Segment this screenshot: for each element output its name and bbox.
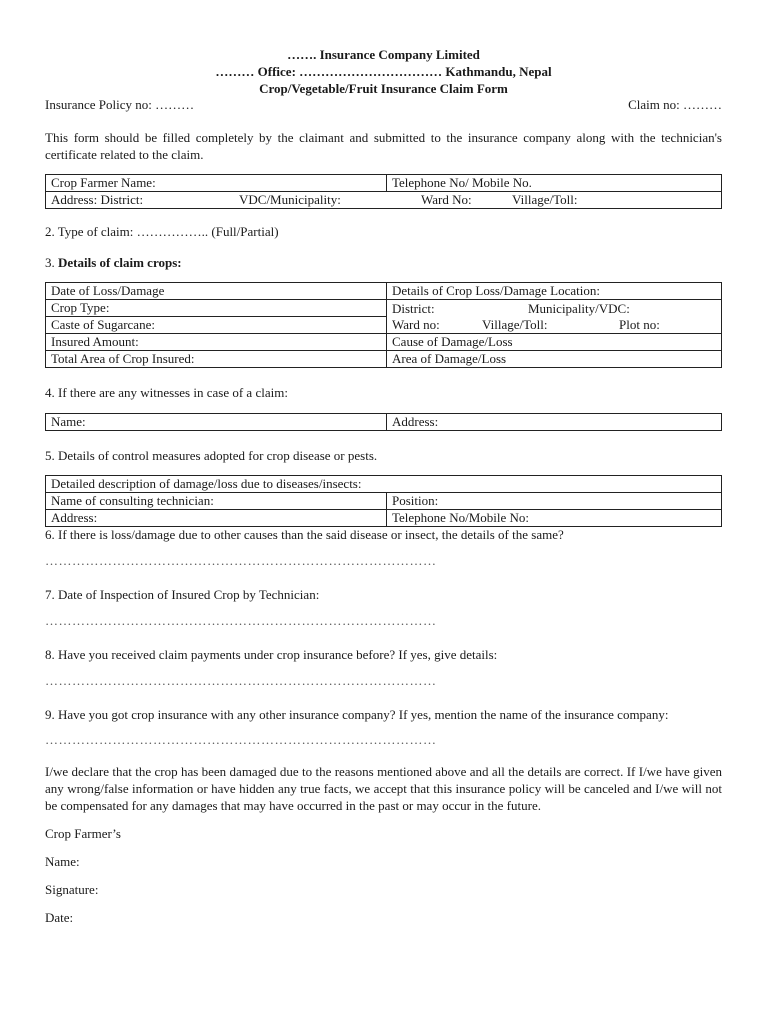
claim-form-page	[45, 46, 722, 927]
signoff-name-field[interactable]: Name:	[45, 853, 80, 869]
total-area-field[interactable]: Total Area of Crop Insured:	[46, 351, 387, 368]
vdc-field[interactable]: VDC/Municipality:	[239, 191, 341, 207]
other-insurance-answer-line[interactable]: ……………………………………………………………………………	[45, 732, 437, 748]
other-insurance-question: 9. Have you got crop insurance with any other insurance company? If yes, mention the name of the insurance company:	[45, 706, 669, 722]
signoff-date-field[interactable]: Date:	[45, 909, 74, 925]
district-field[interactable]: District:	[392, 301, 435, 317]
date-of-loss-field[interactable]: Date of Loss/Damage	[46, 283, 387, 300]
other-causes-answer-line[interactable]: ……………………………………………………………………………	[45, 553, 437, 569]
insured-amount-field[interactable]: Insured Amount:	[46, 334, 387, 351]
cause-field[interactable]: Cause of Damage/Loss	[387, 334, 722, 351]
signoff-heading: Crop Farmer’s	[45, 826, 121, 842]
witness-heading: 4. If there are any witnesses in case of a claim:	[45, 385, 288, 401]
technician-address-field[interactable]: Address:	[46, 510, 387, 527]
witness-table	[45, 413, 722, 431]
control-measures-table	[45, 475, 722, 527]
ward-field[interactable]: Ward No:	[421, 191, 472, 207]
other-causes-question: 6. If there is loss/damage due to other causes than the said disease or insect, the details of the same?	[45, 527, 564, 543]
crop-type-field[interactable]: Crop Type:	[46, 300, 387, 317]
signoff-signature-field[interactable]: Signature:	[45, 881, 99, 897]
witness-address-field[interactable]: Address:	[387, 414, 722, 431]
previous-claims-answer-line[interactable]: ……………………………………………………………………………	[45, 672, 437, 688]
claim-type: 2. Type of claim: …………….. (Full/Partial)	[45, 223, 279, 239]
location-details-label: Details of Crop Loss/Damage Location:	[387, 283, 722, 300]
previous-claims-question: 8. Have you received claim payments under crop insurance before? If yes, give details:	[45, 646, 498, 662]
farmer-info-table	[45, 174, 722, 209]
claim-number-label: Claim no: ………	[628, 97, 722, 112]
municipality-field[interactable]: Municipality/VDC:	[528, 301, 630, 317]
area-damage-field[interactable]: Area of Damage/Loss	[387, 351, 722, 368]
village-field[interactable]: Village/Toll:	[512, 191, 578, 207]
technician-name-field[interactable]: Name of consulting technician:	[46, 493, 387, 510]
section3-title: Details of claim crops:	[58, 254, 182, 270]
position-field[interactable]: Position:	[387, 493, 722, 510]
declaration-paragraph: I/we declare that the crop has been damaged due to the reasons mentioned above and all the details are correct. If I/we have given any wrong/false information or have hidden any true facts, we accept that this insurance policy will be canceled and I/we will not be compensated for any damages that may have occurred in the past or may occur in the future.	[45, 764, 722, 814]
caste-field[interactable]: Caste of Sugarcane:	[46, 317, 387, 334]
address-row	[46, 191, 722, 208]
control-measures-heading: 5. Details of control measures adopted for crop disease or pests.	[45, 448, 378, 464]
damage-description-field[interactable]: Detailed description of damage/loss due to diseases/insects:	[46, 476, 722, 493]
technician-telephone-field[interactable]: Telephone No/Mobile No:	[387, 510, 722, 527]
inspection-date-answer-line[interactable]: ……………………………………………………………………………	[45, 612, 437, 628]
plot-no-field[interactable]: Plot no:	[619, 317, 660, 333]
intro-paragraph: This form should be filled completely by the claimant and submitted to the insurance company along with the technician's certificate related to the claim.	[45, 129, 722, 162]
telephone-field[interactable]: Telephone No/ Mobile No.	[387, 174, 722, 191]
office-location: ……… Office: …………………………… Kathmandu, Nepal	[215, 64, 552, 79]
address-district-field[interactable]: Address: District:	[51, 191, 144, 207]
inspection-date-question: 7. Date of Inspection of Insured Crop by Technician:	[45, 587, 320, 603]
claim-crops-table	[45, 282, 722, 368]
company-name: ……. Insurance Company Limited	[287, 47, 480, 62]
location-cell	[387, 300, 722, 334]
policy-number-label: Insurance Policy no: ………	[45, 97, 195, 112]
ward-no-field[interactable]: Ward no:	[392, 317, 440, 333]
form-title: Crop/Vegetable/Fruit Insurance Claim Form	[259, 81, 508, 96]
section3-number: 3.	[45, 254, 55, 270]
policy-claim-row	[45, 97, 722, 114]
farmer-name-field[interactable]: Crop Farmer Name:	[46, 174, 387, 191]
section3-heading	[45, 255, 722, 272]
village-toll-field[interactable]: Village/Toll:	[482, 317, 548, 333]
witness-name-field[interactable]: Name:	[46, 414, 387, 431]
